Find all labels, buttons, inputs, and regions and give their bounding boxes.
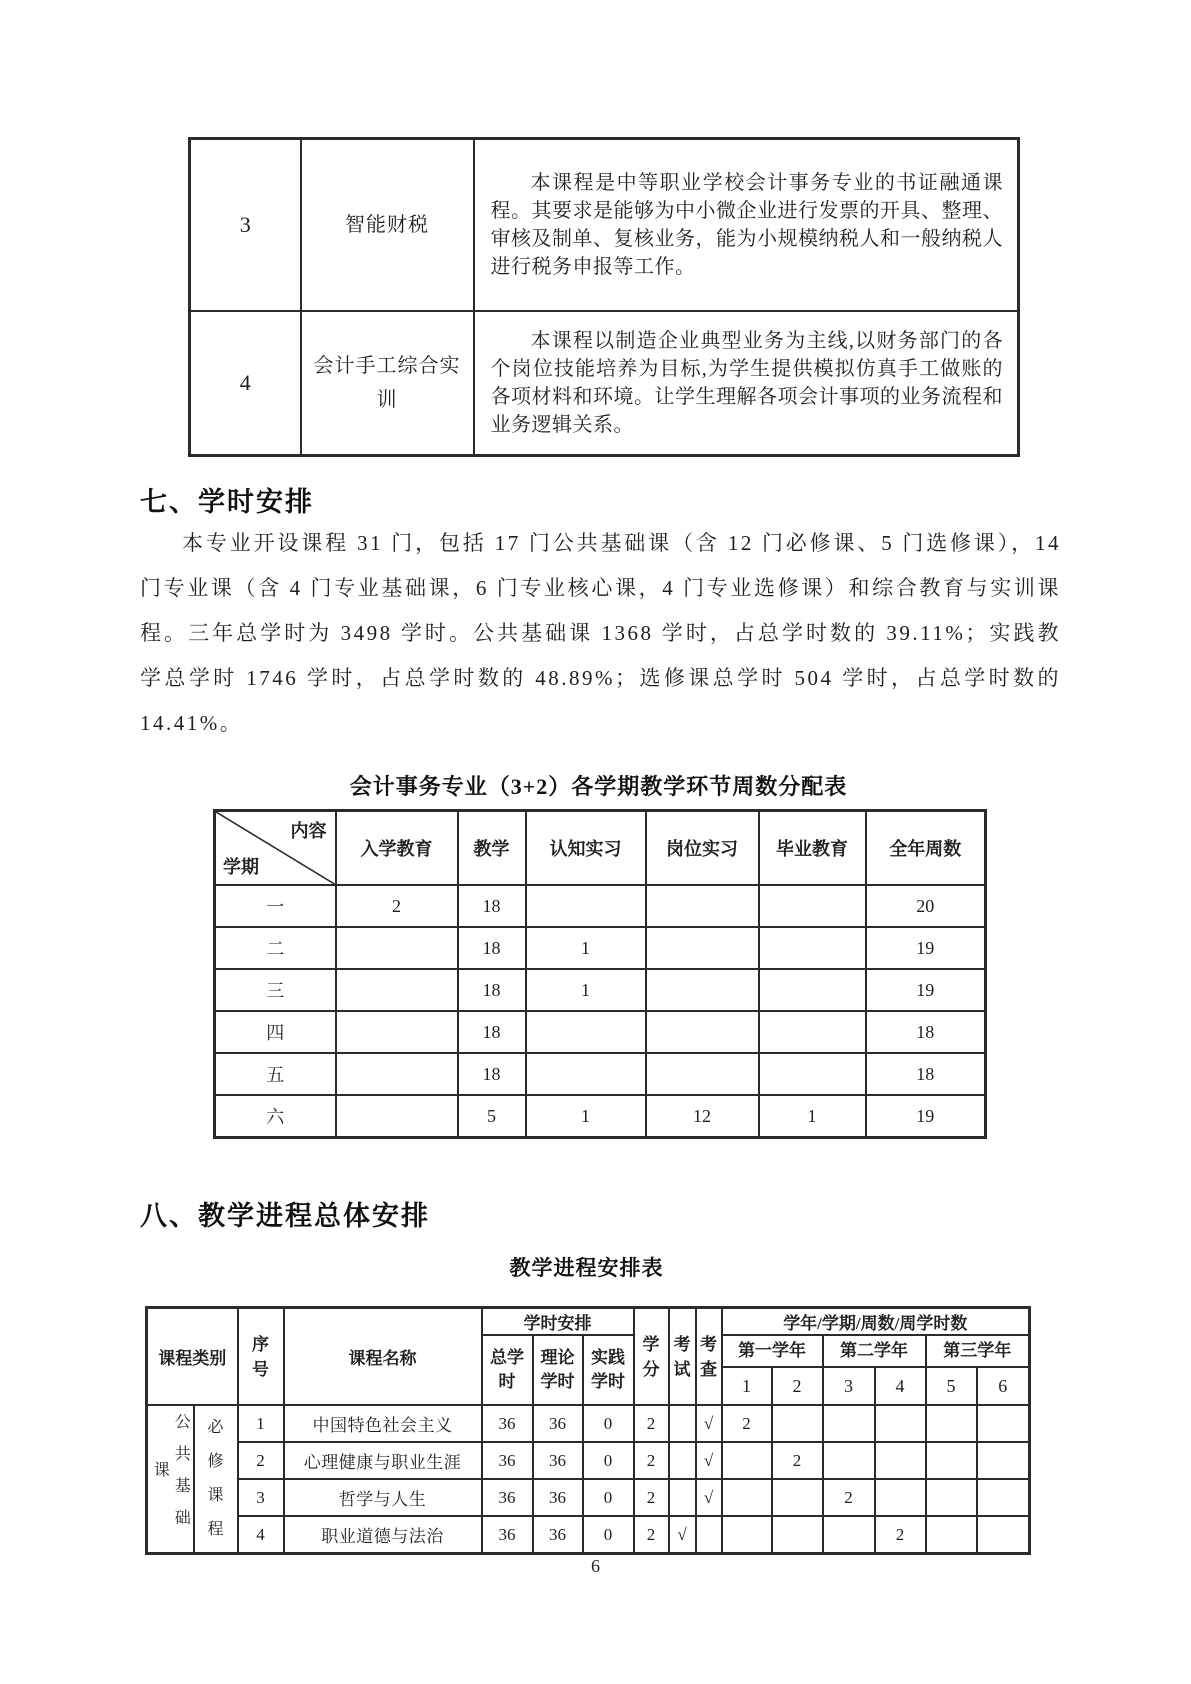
total-hours: 36 bbox=[482, 1405, 533, 1442]
exam-mark: √ bbox=[669, 1516, 696, 1554]
header-semester-6: 6 bbox=[977, 1367, 1030, 1405]
semester-hours: 2 bbox=[875, 1516, 926, 1554]
theory-hours: 36 bbox=[533, 1516, 583, 1554]
column-header: 全年周数 bbox=[866, 811, 986, 886]
header-number-label: 序号 bbox=[251, 1334, 269, 1379]
semester-hours bbox=[772, 1405, 823, 1442]
course-name: 会计手工综合实训 bbox=[301, 311, 474, 456]
practice-hours: 0 bbox=[583, 1442, 634, 1479]
section-heading-8: 八、教学进程总体安排 bbox=[140, 1201, 430, 1231]
exam-mark bbox=[669, 1442, 696, 1479]
table-cell: 20 bbox=[866, 885, 986, 927]
theory-hours: 36 bbox=[533, 1479, 583, 1516]
course-name: 智能财税 bbox=[301, 139, 474, 312]
table-cell: 18 bbox=[458, 927, 526, 969]
semester-hours: 2 bbox=[722, 1405, 772, 1442]
table-cell: 18 bbox=[458, 885, 526, 927]
table-cell bbox=[526, 1011, 646, 1053]
semester-hours bbox=[823, 1516, 875, 1554]
page-number: 6 bbox=[591, 1556, 600, 1576]
header-year2: 第二学年 bbox=[823, 1335, 926, 1367]
semester-label: 一 bbox=[215, 885, 336, 927]
semester-hours: 2 bbox=[823, 1479, 875, 1516]
header-assess bbox=[696, 1308, 722, 1406]
table-cell: 2 bbox=[336, 885, 458, 927]
corner-label-semester: 学期 bbox=[223, 857, 259, 877]
table-cell bbox=[336, 1095, 458, 1138]
section-heading-7: 七、学时安排 bbox=[140, 487, 314, 517]
weeks-table-title: 会计事务专业（3+2）各学期教学环节周数分配表 bbox=[349, 774, 848, 799]
semester-hours bbox=[722, 1516, 772, 1554]
theory-hours: 36 bbox=[533, 1442, 583, 1479]
course-name: 心理健康与职业生涯 bbox=[284, 1442, 482, 1479]
table-cell: 5 bbox=[458, 1095, 526, 1138]
schedule-table-title: 教学进程安排表 bbox=[509, 1256, 664, 1280]
header-semester-3: 3 bbox=[823, 1367, 875, 1405]
table-row bbox=[147, 1442, 1030, 1479]
table-row bbox=[215, 1011, 986, 1053]
credit: 2 bbox=[634, 1405, 669, 1442]
table-cell: 19 bbox=[866, 969, 986, 1011]
semester-hours bbox=[926, 1516, 977, 1554]
credit: 2 bbox=[634, 1479, 669, 1516]
total-hours: 36 bbox=[482, 1442, 533, 1479]
assess-mark bbox=[696, 1516, 722, 1554]
header-year-group: 学年/学期/周数/周学时数 bbox=[722, 1308, 1030, 1336]
semester-hours bbox=[722, 1442, 772, 1479]
semester-hours bbox=[926, 1405, 977, 1442]
table-cell: 1 bbox=[526, 1095, 646, 1138]
header-exam bbox=[669, 1308, 696, 1406]
semester-hours bbox=[875, 1442, 926, 1479]
row-number: 1 bbox=[238, 1405, 284, 1442]
credit: 2 bbox=[634, 1516, 669, 1554]
table-row bbox=[215, 1053, 986, 1095]
table-cell: 18 bbox=[458, 969, 526, 1011]
course-description: 本课程以制造企业典型业务为主线,以财务部门的各个岗位技能培养为目标,为学生提供模拟仿真手工做账的各项材料和环境。让学生理解各项会计事项的业务流程和业务逻辑关系。 bbox=[474, 311, 1019, 456]
practice-hours: 0 bbox=[583, 1516, 634, 1554]
table-cell: 18 bbox=[458, 1011, 526, 1053]
semester-hours bbox=[977, 1479, 1030, 1516]
column-header: 毕业教育 bbox=[759, 811, 866, 886]
table-row bbox=[190, 311, 1019, 456]
table-cell bbox=[646, 1053, 759, 1095]
header-total-hours-label: 总学时 bbox=[490, 1348, 524, 1391]
weeks-distribution-table bbox=[213, 809, 987, 1139]
header-course-name: 课程名称 bbox=[284, 1308, 482, 1406]
row-number: 3 bbox=[238, 1479, 284, 1516]
category-required-label: 必修课程 bbox=[207, 1419, 224, 1538]
table-cell bbox=[646, 885, 759, 927]
semester-hours bbox=[926, 1442, 977, 1479]
header-semester-5: 5 bbox=[926, 1367, 977, 1405]
header-credit-label: 学分 bbox=[642, 1334, 660, 1379]
total-hours: 36 bbox=[482, 1479, 533, 1516]
semester-hours: 2 bbox=[772, 1442, 823, 1479]
diagonal-header-cell bbox=[215, 811, 336, 886]
table-row bbox=[215, 927, 986, 969]
semester-hours bbox=[977, 1516, 1030, 1554]
table-cell: 1 bbox=[759, 1095, 866, 1138]
theory-hours: 36 bbox=[533, 1405, 583, 1442]
table-row bbox=[215, 1095, 986, 1138]
table-cell bbox=[646, 969, 759, 1011]
table-cell bbox=[646, 1011, 759, 1053]
semester-hours bbox=[875, 1479, 926, 1516]
header-practice-hours bbox=[583, 1335, 634, 1405]
table-cell bbox=[336, 1053, 458, 1095]
header-number bbox=[238, 1308, 284, 1406]
category-required bbox=[194, 1405, 238, 1554]
semester-label: 二 bbox=[215, 927, 336, 969]
semester-label: 六 bbox=[215, 1095, 336, 1138]
column-header: 教学 bbox=[458, 811, 526, 886]
header-theory-hours-label: 理论学时 bbox=[540, 1348, 575, 1391]
header-semester-2: 2 bbox=[772, 1367, 823, 1405]
semester-hours bbox=[823, 1405, 875, 1442]
column-header: 入学教育 bbox=[336, 811, 458, 886]
table-cell bbox=[759, 969, 866, 1011]
header-credit bbox=[634, 1308, 669, 1406]
table-header-row bbox=[215, 811, 986, 886]
total-hours: 36 bbox=[482, 1516, 533, 1554]
header-semester-4: 4 bbox=[875, 1367, 926, 1405]
table-cell bbox=[526, 1053, 646, 1095]
semester-hours bbox=[772, 1516, 823, 1554]
table-row bbox=[215, 969, 986, 1011]
teaching-schedule-table bbox=[145, 1306, 1031, 1555]
semester-label: 三 bbox=[215, 969, 336, 1011]
course-number: 4 bbox=[190, 311, 301, 456]
credit: 2 bbox=[634, 1442, 669, 1479]
table-cell: 18 bbox=[866, 1011, 986, 1053]
assess-mark: √ bbox=[696, 1442, 722, 1479]
semester-hours bbox=[977, 1405, 1030, 1442]
practice-hours: 0 bbox=[583, 1405, 634, 1442]
course-name: 职业道德与法治 bbox=[284, 1516, 482, 1554]
table-cell bbox=[336, 927, 458, 969]
table-cell: 19 bbox=[866, 927, 986, 969]
corner-label-content: 内容 bbox=[290, 821, 327, 841]
practice-hours: 0 bbox=[583, 1479, 634, 1516]
header-total-hours bbox=[482, 1335, 533, 1405]
course-number: 3 bbox=[190, 139, 301, 312]
table-row bbox=[147, 1516, 1030, 1554]
table-row bbox=[147, 1405, 1030, 1442]
semester-hours bbox=[875, 1405, 926, 1442]
column-header: 岗位实习 bbox=[646, 811, 759, 886]
header-year1: 第一学年 bbox=[722, 1335, 823, 1367]
table-row bbox=[215, 885, 986, 927]
category-public-basic-label: 公共基础课 bbox=[151, 1412, 190, 1541]
header-practice-hours-label: 实践学时 bbox=[591, 1348, 625, 1391]
assess-mark: √ bbox=[696, 1479, 722, 1516]
table-header-row bbox=[147, 1308, 1030, 1336]
column-header: 认知实习 bbox=[526, 811, 646, 886]
header-hours-group: 学时安排 bbox=[482, 1308, 634, 1336]
table-cell bbox=[759, 885, 866, 927]
category-public-basic bbox=[147, 1405, 194, 1554]
exam-mark bbox=[669, 1405, 696, 1442]
table-cell bbox=[759, 1053, 866, 1095]
table-cell bbox=[526, 885, 646, 927]
header-exam-label: 考试 bbox=[673, 1334, 691, 1379]
table-cell bbox=[336, 969, 458, 1011]
semester-hours bbox=[977, 1442, 1030, 1479]
header-year3: 第三学年 bbox=[926, 1335, 1030, 1367]
table-cell bbox=[759, 927, 866, 969]
table-row bbox=[190, 139, 1019, 312]
semester-hours bbox=[772, 1479, 823, 1516]
row-number: 2 bbox=[238, 1442, 284, 1479]
header-assess-label: 考查 bbox=[699, 1334, 717, 1379]
table-cell bbox=[336, 1011, 458, 1053]
semester-label: 四 bbox=[215, 1011, 336, 1053]
course-description: 本课程是中等职业学校会计事务专业的书证融通课程。其要求是能够为中小微企业进行发票的开具、整理、审核及制单、复核业务，能为小规模纳税人和一般纳税人进行税务申报等工作。 bbox=[474, 139, 1019, 312]
table-cell: 19 bbox=[866, 1095, 986, 1138]
exam-mark bbox=[669, 1479, 696, 1516]
semester-hours bbox=[722, 1479, 772, 1516]
semester-label: 五 bbox=[215, 1053, 336, 1095]
table-cell: 18 bbox=[866, 1053, 986, 1095]
header-category: 课程类别 bbox=[147, 1308, 238, 1406]
header-theory-hours bbox=[533, 1335, 583, 1405]
course-name: 中国特色社会主义 bbox=[284, 1405, 482, 1442]
table-cell bbox=[759, 1011, 866, 1053]
course-name: 哲学与人生 bbox=[284, 1479, 482, 1516]
table-cell: 1 bbox=[526, 927, 646, 969]
semester-hours bbox=[823, 1442, 875, 1479]
assess-mark: √ bbox=[696, 1405, 722, 1442]
course-description-table bbox=[188, 137, 1020, 457]
table-cell: 12 bbox=[646, 1095, 759, 1138]
table-cell: 1 bbox=[526, 969, 646, 1011]
header-semester-1: 1 bbox=[722, 1367, 772, 1405]
table-row bbox=[147, 1479, 1030, 1516]
section7-paragraph: 本专业开设课程 31 门，包括 17 门公共基础课（含 12 门必修课、5 门选修课），14 门专业课（含 4 门专业基础课，6 门专业核心课，4 门专业选修课）和综合教育与实训课程。三年总学时为 3498 学时。公共基础课 1368 学时，占总学时数的 39.11%；实践教学总学时 1746 学时，占总学时数的 48.89%；选修课总学时 504 学时，占总学时数的 14.41%。 bbox=[140, 531, 1061, 735]
semester-hours bbox=[926, 1479, 977, 1516]
table-cell: 18 bbox=[458, 1053, 526, 1095]
table-cell bbox=[646, 927, 759, 969]
row-number: 4 bbox=[238, 1516, 284, 1554]
